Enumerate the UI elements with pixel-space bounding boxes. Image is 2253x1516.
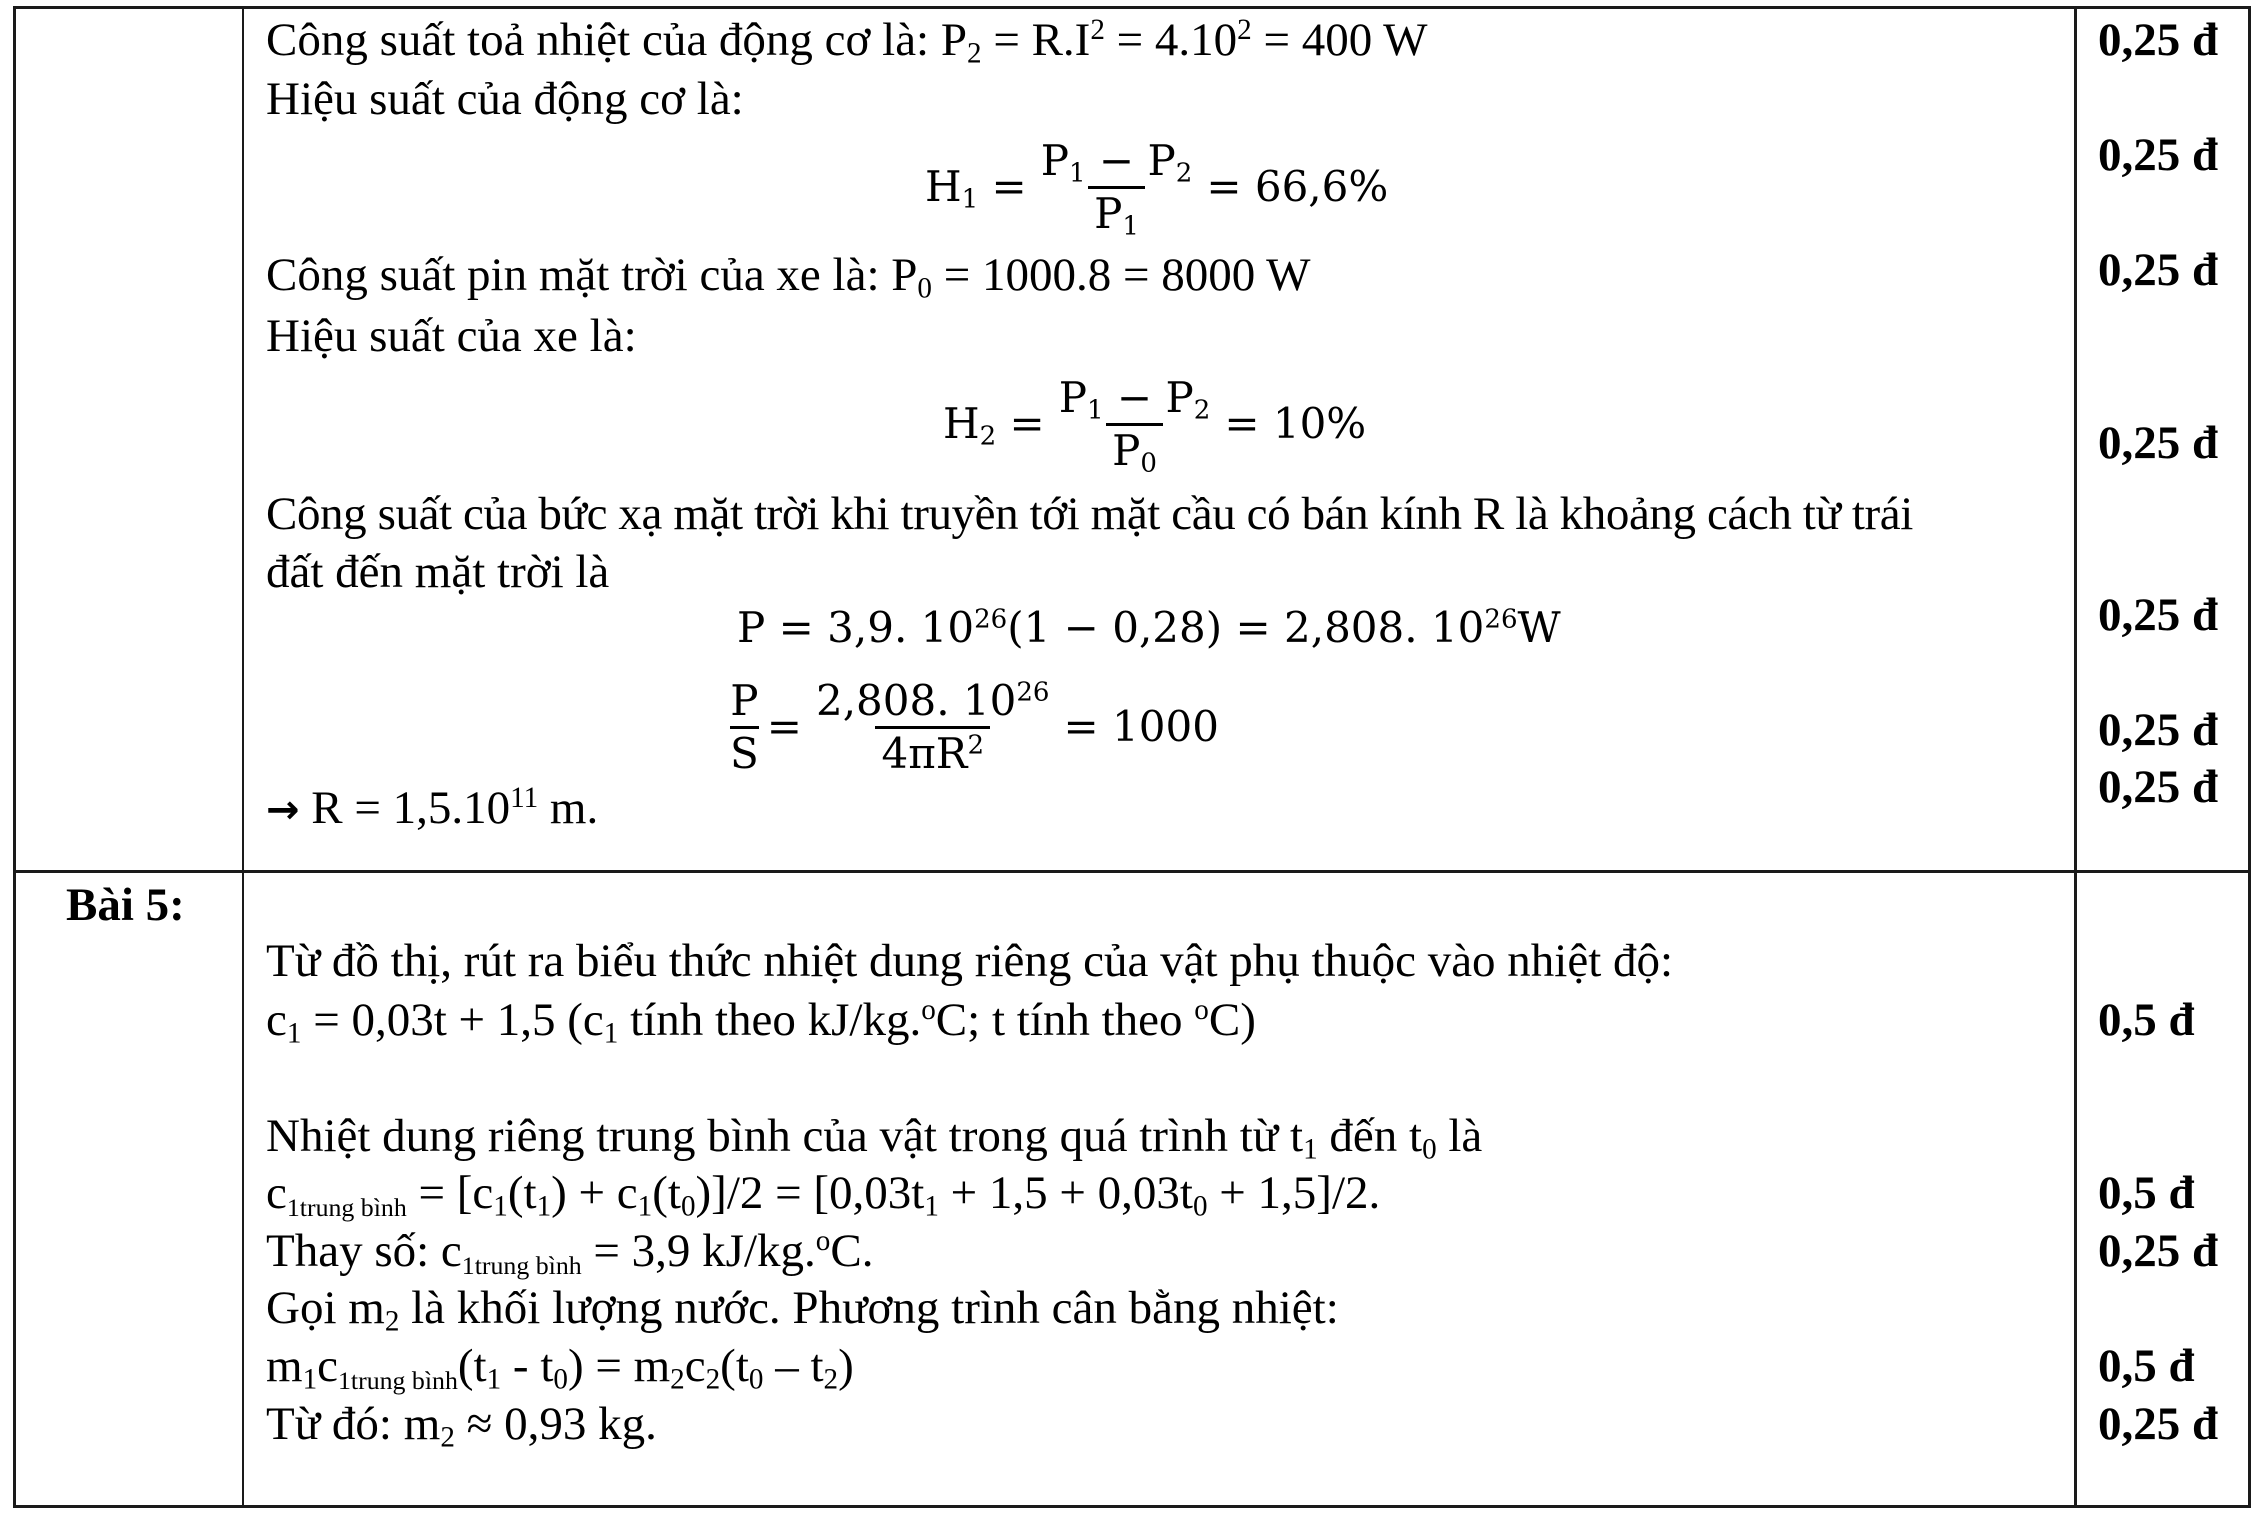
score-item: 0,5 đ <box>2098 1167 2195 1219</box>
graph-derivation-line: Từ đồ thị, rút ra biểu thức nhiệt dung riêng của vật phụ thuộc vào nhiệt độ: <box>266 935 1674 987</box>
superscript: 2 <box>1090 13 1105 46</box>
text: m. <box>538 782 599 834</box>
water-mass-result: Từ đó: $m_2 \approx 0,93$ kg. <box>266 1398 657 1454</box>
fraction-denominator: $P_0$ <box>1106 423 1163 472</box>
score-item: 0,25 đ <box>2098 704 2219 756</box>
table-border-bottom <box>13 1505 2251 1508</box>
h2-equation <box>943 372 1367 478</box>
fraction-denominator: $4\pi R^2$ <box>875 726 990 775</box>
arrow-right-icon: → <box>266 787 300 833</box>
motor-efficiency-heading: Hiệu suất của động cơ là: <box>266 73 744 125</box>
score-item: 0,25 đ <box>2098 417 2219 469</box>
score-item: 0,25 đ <box>2098 244 2219 296</box>
text: Công suất pin mặt trời của xe là: P <box>266 249 918 301</box>
column-divider-score <box>2074 6 2077 1508</box>
p-over-s-equation <box>730 672 1219 782</box>
subscript: 0 <box>917 272 932 305</box>
average-specific-heat-heading: Nhiệt dung riêng trung bình của vật trong quá trình từ $t_1$ đến $t_0$ là <box>266 1110 1483 1166</box>
fraction-numerator: 2,808. $10^{26}$ <box>815 675 1050 725</box>
problem-label: Bài 5: <box>66 879 185 931</box>
table-border-left <box>13 6 16 1508</box>
row-divider <box>13 870 2251 873</box>
vehicle-efficiency-heading: Hiệu suất của xe là: <box>266 310 637 362</box>
text: = 4.10 <box>1104 14 1238 66</box>
solar-radiation-line-1: Công suất của bức xạ mặt trời khi truyền tới mặt cầu có bán kính R là khoảng cách từ trái <box>266 488 1913 540</box>
substitution-line: Thay số: $c_{1trung bình} = 3,9$ kJ/kg.$^o$C. <box>266 1224 874 1280</box>
p-over-s-fraction <box>730 675 759 778</box>
ps-result: = 1000 <box>1063 702 1219 751</box>
solar-panel-power-line <box>266 249 1311 305</box>
h1-result: = 66,6% <box>1206 162 1389 211</box>
h1-equation <box>925 135 1389 241</box>
fraction-numerator: P <box>730 675 759 725</box>
fraction-denominator: $P_1$ <box>1088 186 1145 235</box>
score-item: 0,25 đ <box>2098 14 2219 66</box>
average-specific-heat-formula: $c_{1trung bình} = [c_1(t_1) + c_1(t_0)]/2 = [0,03t_1 + 1,5 + 0,03t_0 + 1,5]/2$. <box>266 1167 1381 1223</box>
heat-balance-equation: $m_1c_{1trung bình}(t_1 - t_0) = m_2c_2(t_0 - t_2)$ <box>266 1340 854 1396</box>
solar-radiation-line-2: đất đến mặt trời là <box>266 546 610 598</box>
score-item: 0,25 đ <box>2098 1398 2219 1450</box>
text: R = 1,5.10 <box>299 782 511 834</box>
text: = R.I <box>981 14 1091 66</box>
motor-heat-power-line <box>266 13 1428 70</box>
column-divider-label <box>242 6 244 1508</box>
score-item: 0,25 đ <box>2098 589 2219 641</box>
score-item: 0,5 đ <box>2098 994 2195 1046</box>
heat-balance-heading: Gọi $m_2$ là khối lượng nước. Phương trình cân bằng nhiệt: <box>266 1282 1339 1338</box>
text: = 400 W <box>1251 14 1428 66</box>
radiation-fraction <box>810 675 1056 778</box>
score-item: 0,25 đ <box>2098 761 2219 813</box>
fraction-denominator: S <box>730 726 759 775</box>
table-border-top <box>13 6 2251 9</box>
equals-sign: = <box>766 702 802 751</box>
specific-heat-formula: $c_1 = 0,03t + 1,5$ ($c_1$ tính theo kJ/kg.$^o$C; t tính theo $^o$C) <box>266 993 1256 1050</box>
superscript: 11 <box>510 781 539 814</box>
text: = 1000.8 = 8000 W <box>931 249 1311 301</box>
score-item: 0,25 đ <box>2098 1225 2219 1277</box>
h1-fraction <box>1035 135 1199 241</box>
score-item: 0,25 đ <box>2098 129 2219 181</box>
fraction-numerator: $P_1 - P_2$ <box>1058 372 1211 425</box>
radius-result-line <box>266 781 599 834</box>
h2-fraction <box>1053 372 1217 478</box>
equals-sign: = <box>996 399 1045 448</box>
subscript: 2 <box>967 37 982 70</box>
text: Công suất toả nhiệt của động cơ là: P <box>266 14 968 66</box>
superscript: 2 <box>1237 13 1252 46</box>
h1-lhs: $H_1$ <box>925 162 979 215</box>
table-border-right <box>2248 6 2251 1508</box>
h2-result: = 10% <box>1224 399 1367 448</box>
p-equation: P = 3,9. $10^{26}(1 - 0,28) = 2,808$. $10^{26}W$ <box>737 603 1561 652</box>
fraction-numerator: $P_1 - P_2$ <box>1040 135 1193 188</box>
equals-sign: = <box>978 162 1027 211</box>
score-item: 0,5 đ <box>2098 1340 2195 1392</box>
h2-lhs: $H_2$ <box>943 399 997 452</box>
